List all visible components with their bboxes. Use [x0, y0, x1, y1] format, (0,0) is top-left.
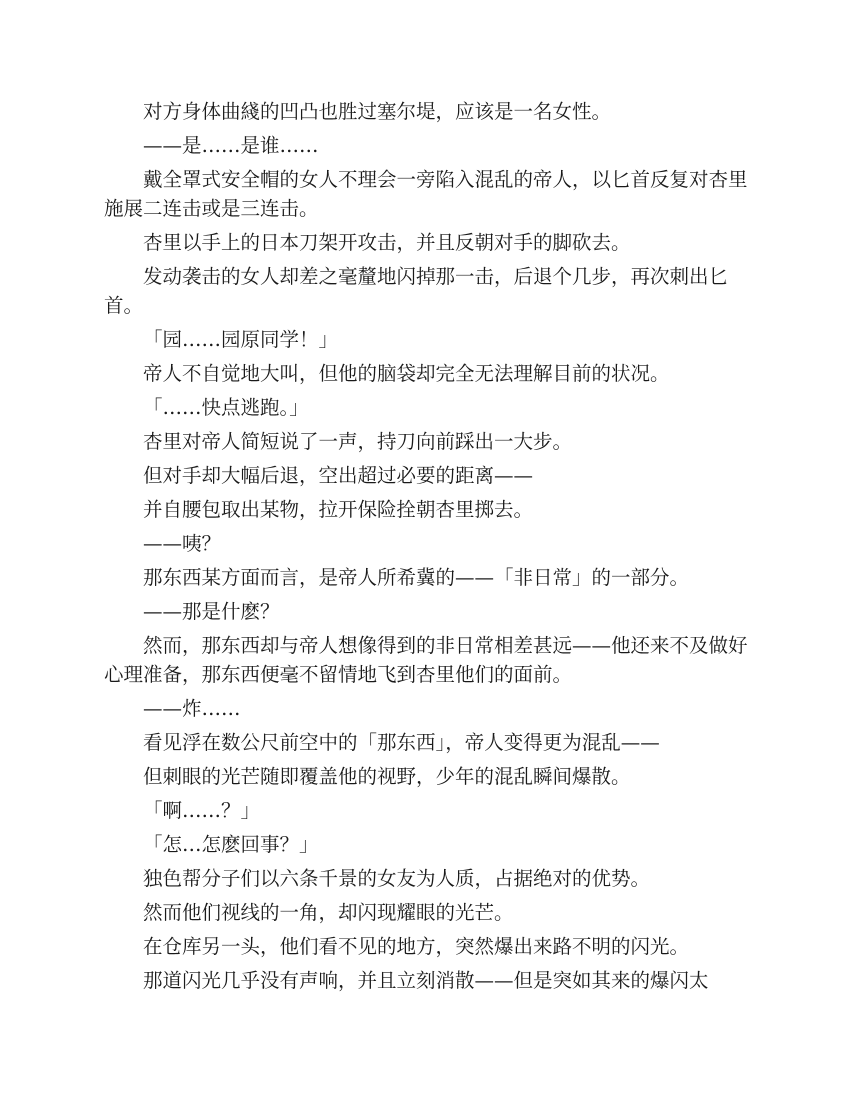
paragraph: 但刺眼的光芒随即覆盖他的视野，少年的混乱瞬间爆散。	[143, 765, 631, 788]
paragraph: 看见浮在数公尺前空中的「那东西」，帝人变得更为混乱——	[143, 731, 660, 754]
paragraph: 戴全罩式安全帽的女人不理会一旁陷入混乱的帝人，以匕首反复对杏里施展二连击或是三连击。	[104, 168, 748, 220]
paragraph: 并自腰包取出某物，拉开保险拴朝杏里掷去。	[143, 498, 534, 521]
paragraph: ——是……是谁……	[143, 134, 319, 157]
paragraph: 那道闪光几乎没有声响，并且立刻消散——但是突如其来的爆闪太	[143, 969, 709, 992]
paragraph: 对方身体曲綫的凹凸也胜过塞尔堤，应该是一名女性。	[143, 100, 612, 123]
paragraph: 帝人不自觉地大叫，但他的脑袋却完全无法理解目前的状况。	[143, 362, 670, 385]
paragraph: 杏里对帝人简短说了一声，持刀向前踩出一大步。	[143, 430, 573, 453]
paragraph: 在仓库另一头，他们看不见的地方，突然爆出来路不明的闪光。	[143, 935, 690, 958]
paragraph: 但对手却大幅后退，空出超过必要的距离——	[143, 464, 534, 487]
paragraph: 然而他们视线的一角，却闪现耀眼的光芒。	[143, 901, 514, 924]
novel-text-body	[104, 97, 752, 1000]
paragraph: 「怎…怎麽回事？」	[143, 833, 319, 856]
paragraph: 那东西某方面而言，是帝人所希冀的——「非日常」的一部分。	[143, 566, 690, 589]
paragraph: 「园……园原同学！」	[143, 328, 339, 351]
paragraph: 独色帮分子们以六条千景的女友为人质，占据绝对的优势。	[143, 867, 651, 890]
paragraph: 「啊……？」	[143, 799, 261, 822]
paragraph: 「……快点逃跑。」	[143, 396, 309, 419]
paragraph: 杏里以手上的日本刀架开攻击，并且反朝对手的脚砍去。	[143, 231, 631, 254]
paragraph: ——咦？	[143, 532, 222, 555]
paragraph: ——那是什麽？	[143, 600, 280, 623]
paragraph: 然而，那东西却与帝人想像得到的非日常相差甚远——他还来不及做好心理准备，那东西便毫不留情地飞到杏里他们的面前。	[104, 634, 748, 686]
paragraph: 发动袭击的女人却差之毫釐地闪掉那一击，后退个几步，再次刺出匕首。	[104, 265, 729, 317]
paragraph: ——炸……	[143, 697, 241, 720]
